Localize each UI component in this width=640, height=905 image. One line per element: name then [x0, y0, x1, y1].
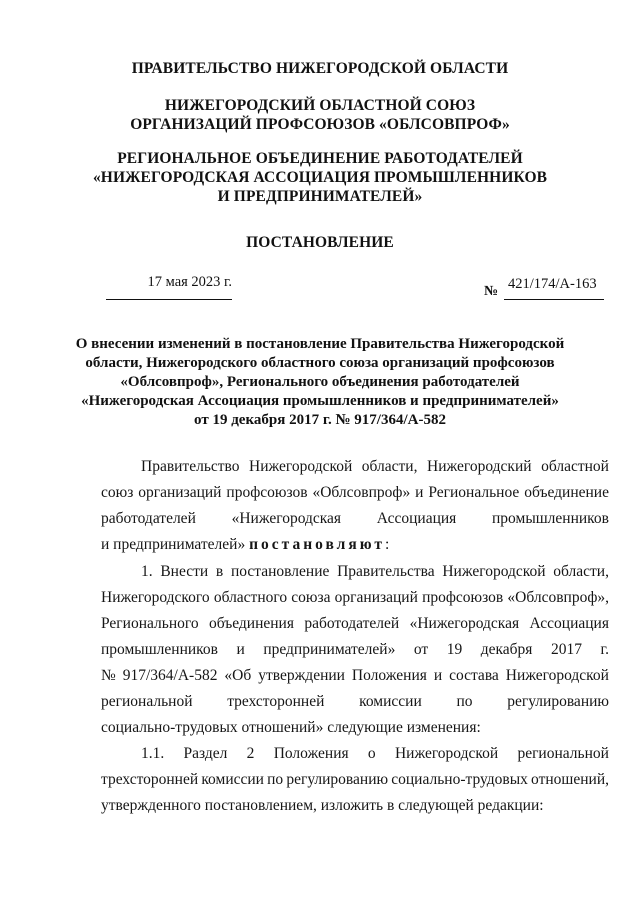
word: комиссии — [201, 771, 264, 788]
employers-name-line3: И ПРЕДПРИНИМАТЕЛЕЙ» — [217, 188, 423, 205]
text-line — [101, 585, 609, 611]
employers-association-name — [0, 149, 640, 206]
word: отношений, — [531, 771, 609, 788]
trade-union-name — [0, 96, 640, 134]
word: региональной — [517, 745, 609, 762]
word: в — [215, 563, 224, 580]
word: объединение — [524, 484, 609, 501]
word: работодателей — [304, 615, 400, 632]
text-fragment: : — [385, 536, 390, 553]
word: «Об — [224, 667, 252, 684]
document-type-title — [0, 233, 640, 252]
word: организаций — [138, 484, 222, 501]
government-name — [0, 59, 640, 78]
word: Правительство — [141, 458, 240, 475]
word: работодателей — [101, 510, 196, 527]
word: Нижегородской — [394, 745, 499, 762]
clause-1-paragraph — [101, 559, 609, 741]
word: комиссии — [359, 693, 422, 710]
word: 2017 — [550, 641, 582, 658]
word: Нижегородской — [249, 458, 353, 475]
word: и — [236, 641, 245, 658]
word: по — [456, 693, 473, 710]
word: Ассоциация — [529, 615, 609, 632]
text-line — [101, 689, 609, 715]
text-line — [101, 506, 609, 532]
text-line: утвержденного постановлением, изложить в следующей редакции: — [101, 797, 544, 814]
word: организаций — [334, 589, 418, 606]
word: социально-трудовых — [391, 771, 528, 788]
word: Нижегородской — [442, 563, 546, 580]
word: утверждении — [258, 667, 345, 684]
government-name-line: ПРАВИТЕЛЬСТВО НИЖЕГОРОДСКОЙ ОБЛАСТИ — [131, 60, 509, 77]
word: Ассоциация — [376, 510, 457, 527]
resolve-word: постановляют — [249, 536, 385, 553]
word: промышленников — [492, 510, 609, 527]
word: декабря — [480, 641, 533, 658]
word: предпринимателей» — [263, 641, 396, 658]
word: состава — [449, 667, 499, 684]
word: области, — [553, 563, 609, 580]
word: «Облсовпроф» — [312, 484, 411, 501]
word: 1. — [141, 563, 153, 580]
word: Раздел — [183, 745, 228, 762]
document-number: 421/174/А-163 — [508, 276, 597, 292]
word: и — [415, 484, 424, 501]
text-line — [101, 611, 609, 637]
word: областной — [541, 458, 609, 475]
word: Нижегородской — [505, 667, 609, 684]
trade-union-name-line1: НИЖЕГОРОДСКИЙ ОБЛАСТНОЙ СОЮЗ — [164, 97, 476, 114]
word: «Нижегородская — [409, 615, 520, 632]
word: постановление — [230, 563, 330, 580]
word: трехсторонней — [227, 693, 325, 710]
word: о — [367, 745, 376, 762]
word: 2 — [246, 745, 255, 762]
word: 19 — [446, 641, 463, 658]
word: № — [101, 667, 116, 684]
employers-name-line1: РЕГИОНАЛЬНОЕ ОБЪЕДИНЕНИЕ РАБОТОДАТЕЛЕЙ — [117, 150, 523, 167]
word: и — [433, 667, 443, 684]
subject-line: области, Нижегородского областного союза организаций профсоюзов — [85, 355, 555, 371]
text-fragment: и предпринимателей» — [101, 536, 246, 553]
text-line — [101, 741, 609, 767]
word: профсоюзов — [422, 589, 504, 606]
word: регулированию — [286, 771, 389, 788]
word: регулированию — [507, 693, 609, 710]
subject-line: «Нижегородская Ассоциация промышленников и предпринимателей» — [81, 393, 559, 409]
word: объединения — [208, 615, 294, 632]
date-underline — [106, 299, 232, 300]
word: Положения — [351, 667, 427, 684]
preamble-paragraph — [101, 454, 609, 558]
text-line — [101, 532, 609, 558]
subject-line: «Облсовпроф», Регионального объединения работодателей — [120, 374, 520, 390]
text-line — [101, 663, 609, 689]
document-subject — [0, 335, 640, 430]
word: «Облсовпроф», — [507, 589, 609, 606]
number-underline — [504, 299, 604, 300]
word: профсоюзов — [226, 484, 308, 501]
word: области, — [361, 458, 418, 475]
word: промышленников — [101, 641, 218, 658]
text-line — [101, 480, 609, 506]
word: Нижегородского — [101, 589, 210, 606]
text-line: социально-трудовых отношений» следующие изменения: — [101, 719, 481, 736]
word: «Нижегородская — [231, 510, 342, 527]
word: 917/364/А-582 — [122, 667, 218, 684]
clause-1-1-paragraph — [101, 741, 609, 819]
word: Положения — [273, 745, 349, 762]
text-line — [101, 637, 609, 663]
word: трехсторонней — [101, 771, 199, 788]
word: союз — [101, 484, 134, 501]
word: региональной — [101, 693, 193, 710]
text-line — [101, 767, 609, 793]
text-line — [101, 454, 609, 480]
word: по — [267, 771, 284, 788]
employers-name-line2: «НИЖЕГОРОДСКАЯ АССОЦИАЦИЯ ПРОМЫШЛЕННИКОВ — [92, 169, 548, 186]
text-line — [101, 559, 609, 585]
trade-union-name-line2: ОРГАНИЗАЦИЙ ПРОФСОЮЗОВ «ОБЛСОВПРОФ» — [130, 116, 510, 133]
word: областного — [213, 589, 288, 606]
word: от — [413, 641, 429, 658]
word: г. — [600, 641, 609, 658]
subject-line: от 19 декабря 2017 г. № 917/364/А-582 — [194, 412, 446, 428]
subject-line: О внесении изменений в постановление Правительства Нижегородской — [75, 336, 565, 352]
document-type-text: ПОСТАНОВЛЕНИЕ — [246, 234, 394, 251]
word: Региональное — [428, 484, 520, 501]
word: Внести — [160, 563, 209, 580]
word: Нижегородский — [427, 458, 532, 475]
document-date: 17 мая 2023 г. — [147, 274, 232, 290]
number-sign: № — [484, 284, 499, 299]
word: Правительства — [337, 563, 435, 580]
word: союза — [291, 589, 331, 606]
word: Регионального — [101, 615, 199, 632]
word: 1.1. — [141, 745, 165, 762]
